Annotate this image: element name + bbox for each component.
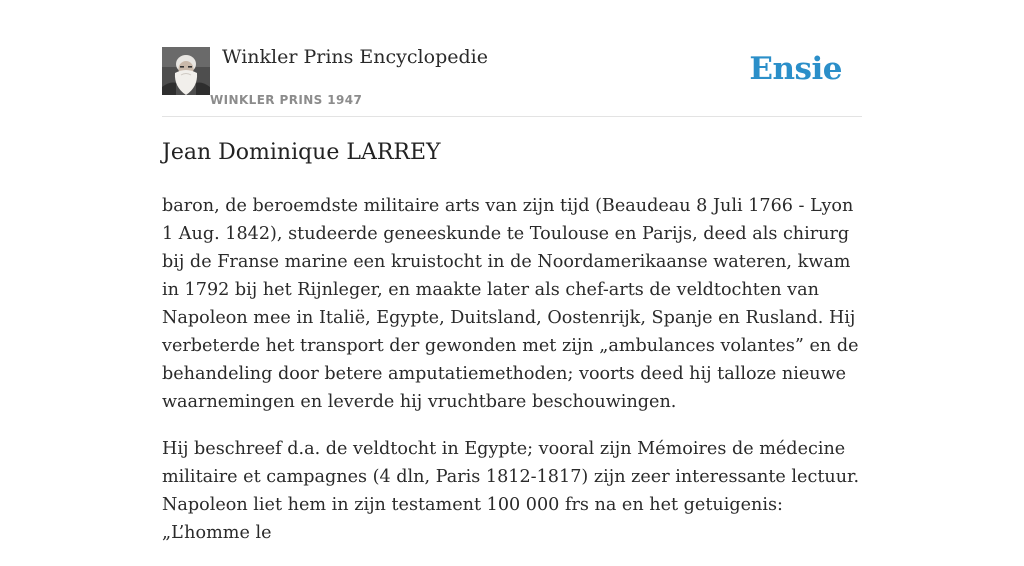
- bearded-man-portrait-icon: [162, 47, 210, 95]
- publication-subtitle: WINKLER PRINS 1947: [210, 93, 363, 107]
- article-body: [162, 192, 862, 566]
- article-paragraph: Hij beschreef d.a. de veldtocht in Egypte; vooral zijn Mémoires de médecine militaire et campagnes (4 dln, Paris 1812-1817) zijn zeer interessante lectuur. Napoleon liet hem in zijn testament 100 000 frs na en het getuigenis: „L’homme le: [162, 439, 860, 543]
- publication-avatar[interactable]: [162, 47, 210, 95]
- publication-title[interactable]: Winkler Prins Encyclopedie: [222, 46, 488, 68]
- site-header: [162, 46, 862, 117]
- article-paragraph: baron, de beroemdste militaire arts van zijn tijd (Beaudeau 8 Juli 1766 - Lyon 1 Aug. 1842), studeerde geneeskunde te Toulouse en Parijs, deed als chirurg bij de Franse marine een kruistocht in de Noordamerikaanse wateren, kwam in 1792 bij het Rijnleger, en maakte later als chef-arts de veldtochten van Napoleon mee in Italië, Egypte, Duitsland, Oostenrijk, Spanje en Rusland. Hij verbeterde het transport der gewonden met zijn „ambulances volantes” en de behandeling door betere amputatiemethoden; voorts deed hij talloze nieuwe waarnemingen en leverde hij vruchtbare beschouwingen.: [162, 196, 859, 412]
- brand-logo-link[interactable]: Ensie: [749, 51, 842, 87]
- article-title: Jean Dominique LARREY: [162, 140, 441, 165]
